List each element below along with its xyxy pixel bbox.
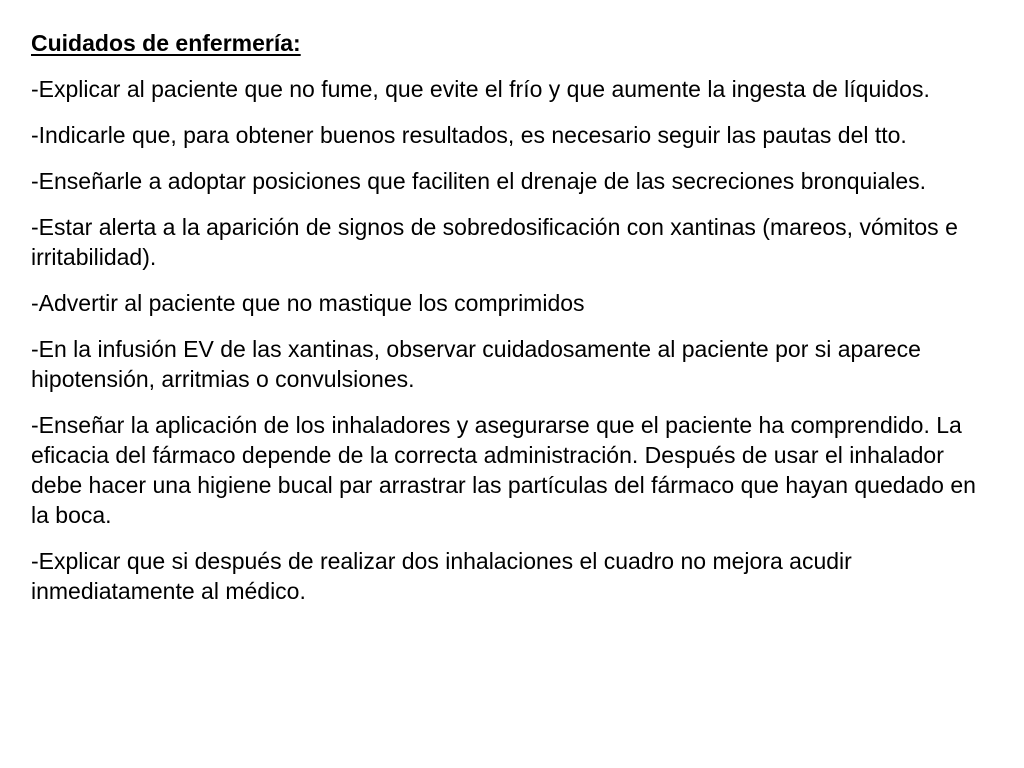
care-item: -Enseñar la aplicación de los inhaladores y asegurarse que el paciente ha comprendido. La eficacia del fármaco depende de la correcta administración. Después de usar el inhalador debe hacer una higiene bucal par arrastrar las partículas del fármaco que hayan quedado en la boca. <box>31 412 976 528</box>
care-item: -Explicar que si después de realizar dos inhalaciones el cuadro no mejora acudir inmediatamente al médico. <box>31 548 852 604</box>
care-item: -Indicarle que, para obtener buenos resultados, es necesario seguir las pautas del tto. <box>31 122 907 148</box>
care-item: -Explicar al paciente que no fume, que evite el frío y que aumente la ingesta de líquidos. <box>31 76 930 102</box>
slide-content <box>31 28 981 606</box>
care-item: -Enseñarle a adoptar posiciones que faciliten el drenaje de las secreciones bronquiales. <box>31 168 927 194</box>
care-item: -Estar alerta a la aparición de signos de sobredosificación con xantinas (mareos, vómitos e irritabilidad). <box>31 214 958 270</box>
slide-title: Cuidados de enfermería: <box>31 30 301 56</box>
care-item: -Advertir al paciente que no mastique los comprimidos <box>31 290 585 316</box>
care-item: -En la infusión EV de las xantinas, observar cuidadosamente al paciente por si aparece hipotensión, arritmias o convulsiones. <box>31 336 921 392</box>
